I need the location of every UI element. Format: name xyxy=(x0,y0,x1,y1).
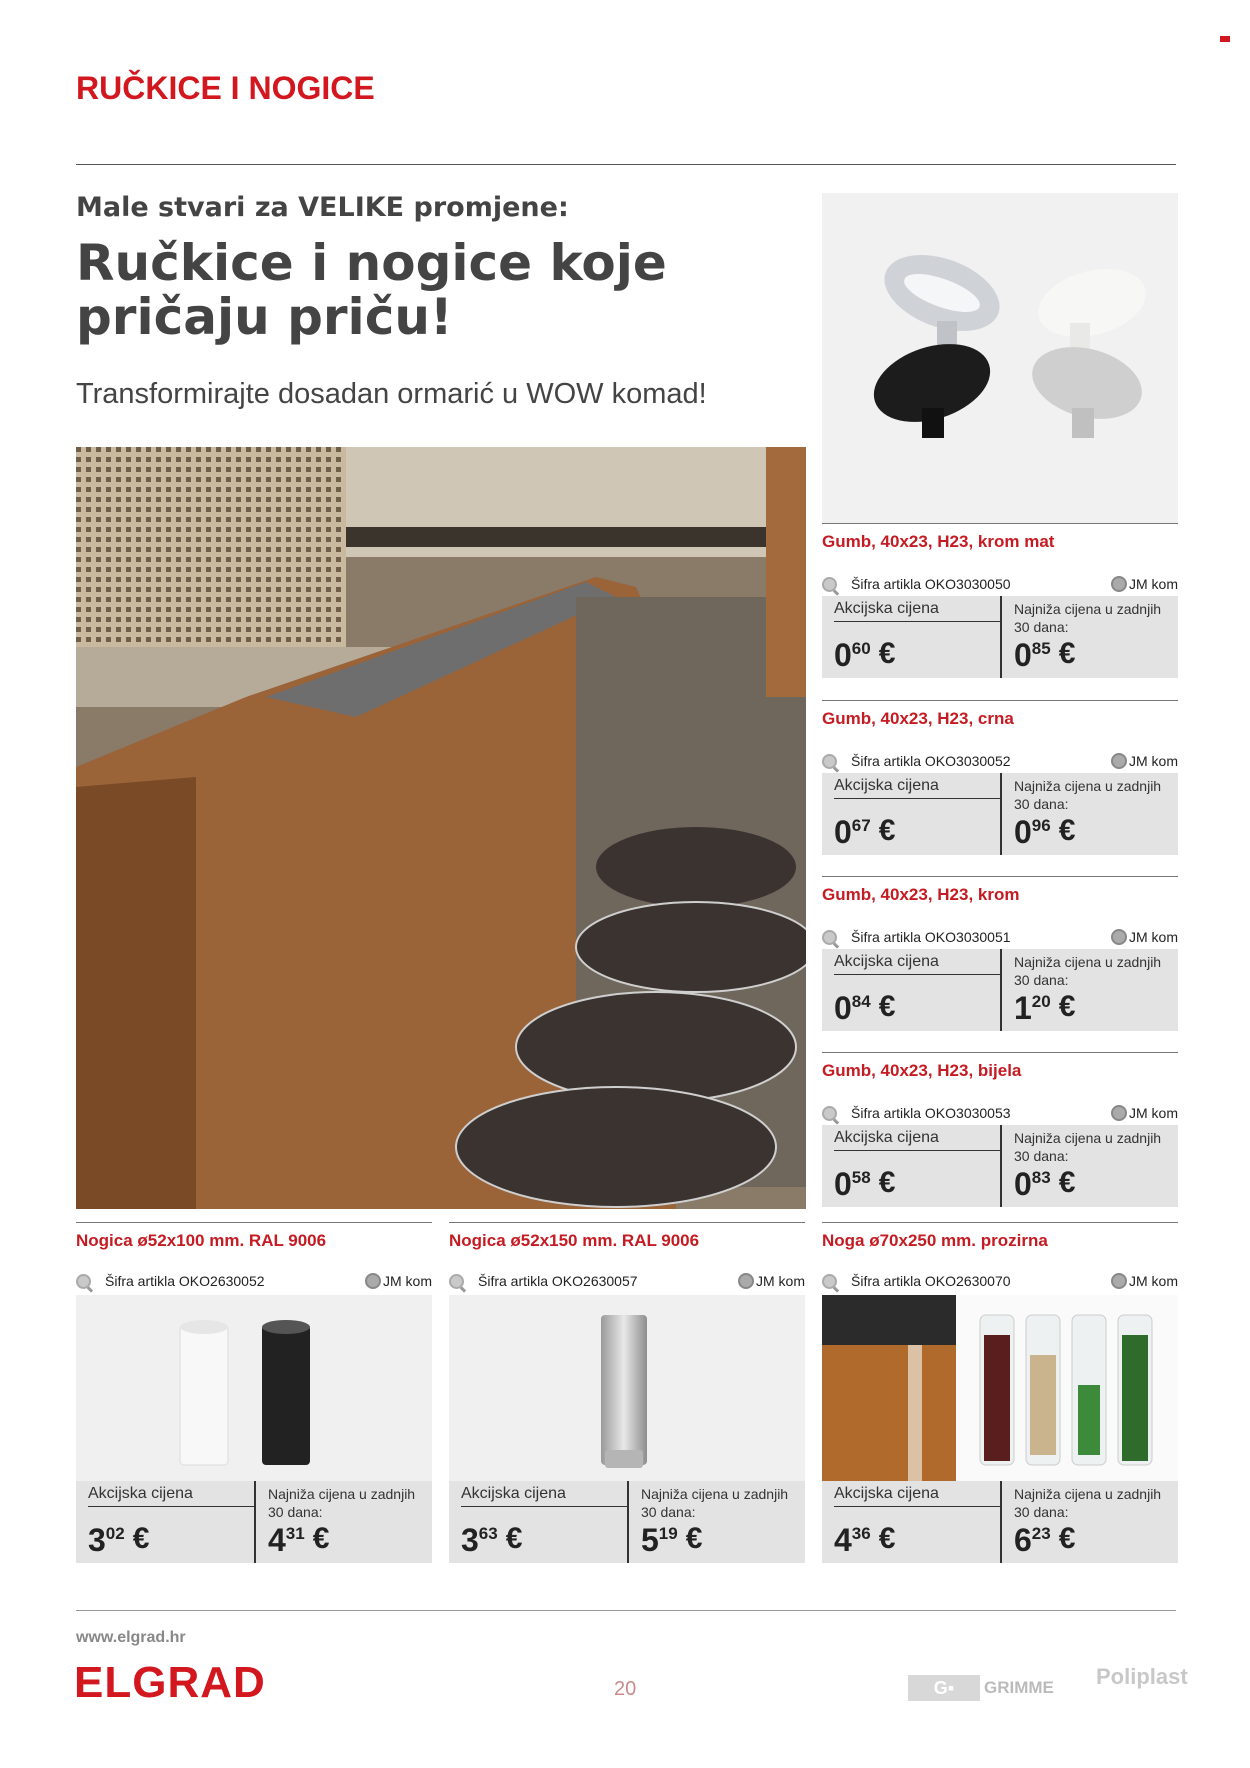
product-card xyxy=(822,700,1178,855)
poliplast-logo: Poliplast xyxy=(1096,1664,1188,1689)
search-icon xyxy=(822,930,837,945)
divider xyxy=(822,1052,1178,1053)
unit-label: JM kom xyxy=(756,1273,805,1289)
grimme-logo xyxy=(908,1674,1068,1702)
sale-price-label: Akcijska cijena xyxy=(834,1481,1000,1507)
price-box xyxy=(822,1481,1178,1563)
lowest-price: 1 20 € xyxy=(1014,990,1076,1026)
sale-price-label: Akcijska cijena xyxy=(834,773,1000,799)
sale-price: 0 84 € xyxy=(834,990,896,1026)
lowest-price-label: Najniža cijena u zadnjih 30 dana: xyxy=(1014,1486,1162,1520)
lowest-price-label: Najniža cijena u zadnjih 30 dana: xyxy=(1014,778,1162,812)
product-name: Gumb, 40x23, H23, crna xyxy=(822,709,1014,728)
unit-label: JM kom xyxy=(1129,1273,1178,1289)
lowest-price-label: Najniža cijena u zadnjih 30 dana: xyxy=(268,1486,416,1520)
corner-mark xyxy=(1220,36,1230,42)
product-card xyxy=(822,876,1178,1031)
grimme-mark: G▪ xyxy=(908,1675,980,1701)
search-icon xyxy=(822,754,837,769)
website-link[interactable]: www.elgrad.hr xyxy=(76,1629,186,1646)
sale-price-label: Akcijska cijena xyxy=(88,1481,254,1507)
lowest-price-label: Najniža cijena u zadnjih 30 dana: xyxy=(641,1486,789,1520)
divider xyxy=(822,700,1178,701)
sale-price: 0 60 € xyxy=(834,637,896,673)
product-code: Šifra artikla OKO3030051 xyxy=(851,929,1011,945)
sale-price: 0 67 € xyxy=(834,814,896,850)
divider xyxy=(449,1222,805,1223)
product-name: Nogica ø52x150 mm. RAL 9006 xyxy=(449,1231,700,1250)
product-name: Nogica ø52x100 mm. RAL 9006 xyxy=(76,1231,327,1250)
knobs-photo xyxy=(822,193,1178,523)
search-icon xyxy=(822,1274,837,1289)
price-box xyxy=(76,1481,432,1563)
product-code: Šifra artikla OKO2630070 xyxy=(851,1273,1011,1289)
divider xyxy=(76,1222,432,1223)
price-box xyxy=(822,949,1178,1031)
product-card xyxy=(822,1052,1178,1207)
lowest-price-label: Najniža cijena u zadnjih 30 dana: xyxy=(1014,954,1162,988)
tagline: Transformirajte dosadan ormarić u WOW komad! xyxy=(76,378,707,410)
unit-icon xyxy=(738,1273,754,1289)
product-name: Gumb, 40x23, H23, krom mat xyxy=(822,532,1055,551)
lowest-price: 0 85 € xyxy=(1014,637,1076,673)
divider xyxy=(822,876,1178,877)
unit-icon xyxy=(1111,1273,1127,1289)
lowest-price: 0 96 € xyxy=(1014,814,1076,850)
product-code: Šifra artikla OKO2630052 xyxy=(105,1273,265,1289)
sale-price-label: Akcijska cijena xyxy=(834,949,1000,975)
brand-logo: ELGRAD xyxy=(74,1658,266,1707)
unit-icon xyxy=(1111,929,1127,945)
unit-icon xyxy=(365,1273,381,1289)
price-box xyxy=(822,773,1178,855)
divider xyxy=(822,523,1178,524)
product-name: Gumb, 40x23, H23, bijela xyxy=(822,1061,1022,1080)
product-card xyxy=(822,1222,1178,1563)
product-card xyxy=(449,1222,805,1563)
lowest-price-label: Najniža cijena u zadnjih 30 dana: xyxy=(1014,1130,1162,1164)
subtitle: Male stvari za VELIKE promjene: xyxy=(76,192,569,223)
lowest-price: 4 31 € xyxy=(268,1522,330,1558)
unit-label: JM kom xyxy=(1129,929,1178,945)
page-number: 20 xyxy=(614,1678,637,1700)
footer-divider xyxy=(76,1610,1176,1611)
furniture-leg-photo xyxy=(449,1295,805,1481)
lowest-price: 6 23 € xyxy=(1014,1522,1076,1558)
section-title: RUČKICE I NOGICE xyxy=(76,70,375,106)
headline: Ručkice i nogice koje pričaju priču! xyxy=(76,234,667,346)
transparent-legs-photo xyxy=(822,1295,1178,1481)
product-card xyxy=(822,523,1178,678)
hero-drawer-photo xyxy=(76,447,806,1209)
price-box xyxy=(822,596,1178,678)
unit-icon xyxy=(1111,576,1127,592)
price-box xyxy=(449,1481,805,1563)
search-icon xyxy=(449,1274,464,1289)
divider xyxy=(822,1222,1178,1223)
lowest-price: 5 19 € xyxy=(641,1522,703,1558)
product-code: Šifra artikla OKO3030052 xyxy=(851,753,1011,769)
product-card xyxy=(76,1222,432,1563)
unit-label: JM kom xyxy=(1129,753,1178,769)
price-box xyxy=(822,1125,1178,1207)
sale-price-label: Akcijska cijena xyxy=(461,1481,627,1507)
search-icon xyxy=(822,1106,837,1121)
search-icon xyxy=(822,577,837,592)
unit-label: JM kom xyxy=(1129,1105,1178,1121)
unit-label: JM kom xyxy=(1129,576,1178,592)
lowest-price: 0 83 € xyxy=(1014,1166,1076,1202)
search-icon xyxy=(76,1274,91,1289)
unit-icon xyxy=(1111,753,1127,769)
product-code: Šifra artikla OKO2630057 xyxy=(478,1273,638,1289)
unit-label: JM kom xyxy=(383,1273,432,1289)
unit-icon xyxy=(1111,1105,1127,1121)
lowest-price-label: Najniža cijena u zadnjih 30 dana: xyxy=(1014,601,1162,635)
product-code: Šifra artikla OKO3030050 xyxy=(851,576,1011,592)
sale-price-label: Akcijska cijena xyxy=(834,1125,1000,1151)
product-name: Gumb, 40x23, H23, krom xyxy=(822,885,1020,904)
product-code: Šifra artikla OKO3030053 xyxy=(851,1105,1011,1121)
sale-price: 4 36 € xyxy=(834,1522,896,1558)
sale-price: 0 58 € xyxy=(834,1166,896,1202)
sale-price-label: Akcijska cijena xyxy=(834,596,1000,622)
product-name: Noga ø70x250 mm. prozirna xyxy=(822,1231,1048,1250)
top-divider xyxy=(76,164,1176,165)
sale-price: 3 63 € xyxy=(461,1522,523,1558)
furniture-legs-photo xyxy=(76,1295,432,1481)
sale-price: 3 02 € xyxy=(88,1522,150,1558)
grimme-wordmark: GRIMME xyxy=(984,1678,1054,1697)
